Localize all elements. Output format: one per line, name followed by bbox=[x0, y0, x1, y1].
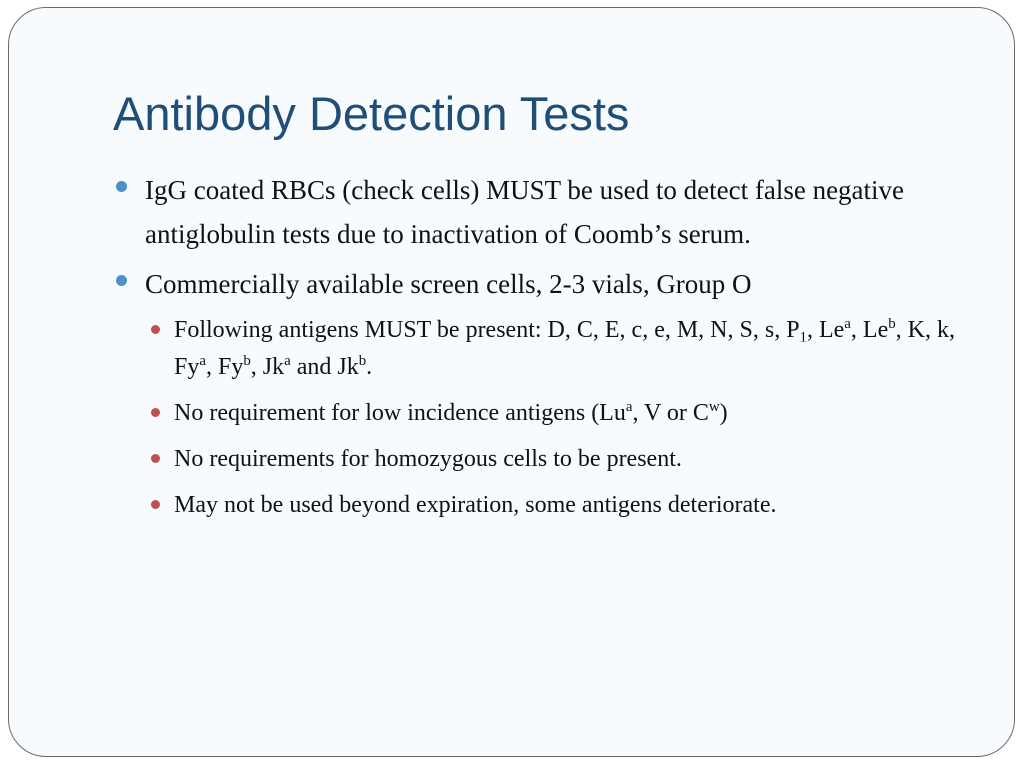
bullet-dot-icon bbox=[116, 275, 127, 286]
text-run: , Le bbox=[806, 317, 845, 343]
bullet-item bbox=[113, 168, 973, 256]
text-run: Following antigens MUST be present: D, C, E, c, e, M, N, S, s, P bbox=[174, 317, 800, 343]
sub-bullet-dot-icon bbox=[151, 325, 160, 334]
sub-bullet-item bbox=[145, 312, 973, 386]
text-run: No requirement for low incidence antigens (Lu bbox=[174, 400, 626, 426]
superscript: a bbox=[199, 353, 206, 370]
superscript: b bbox=[358, 353, 367, 370]
sub-bullet-item bbox=[145, 395, 973, 432]
superscript: a bbox=[284, 353, 291, 370]
slide-title: Antibody Detection Tests bbox=[113, 87, 630, 140]
slide-content bbox=[113, 168, 973, 533]
text-run: ) bbox=[719, 400, 728, 426]
text-run: , V or C bbox=[632, 400, 709, 426]
sub-bullet-text: No requirements for homozygous cells to be present. bbox=[174, 446, 682, 472]
text-run: . bbox=[366, 354, 373, 380]
sub-bullet-item bbox=[145, 487, 973, 524]
text-run: , Fy bbox=[205, 354, 244, 380]
superscript: w bbox=[708, 399, 720, 416]
text-run: , K, k, Fy bbox=[174, 317, 955, 380]
sub-bullet-dot-icon bbox=[151, 408, 160, 417]
subscript: 1 bbox=[799, 329, 807, 346]
bullet-text: Commercially available screen cells, 2-3 vials, Group O bbox=[145, 269, 752, 299]
sub-bullet-text bbox=[174, 400, 728, 426]
text-run: , Jk bbox=[250, 354, 285, 380]
sub-bullet-dot-icon bbox=[151, 500, 160, 509]
bullet-item bbox=[113, 262, 973, 306]
superscript: b bbox=[243, 353, 251, 370]
superscript: a bbox=[844, 316, 851, 333]
superscript: b bbox=[888, 316, 896, 333]
bullet-dot-icon bbox=[116, 181, 127, 192]
bullet-text: IgG coated RBCs (check cells) MUST be used to detect false negative antiglobulin tests due to inactivation of Coomb’s serum. bbox=[145, 175, 905, 249]
text-run: , Le bbox=[850, 317, 889, 343]
sub-bullet-text bbox=[174, 317, 955, 380]
superscript: a bbox=[625, 399, 633, 416]
sub-bullet-item bbox=[145, 441, 973, 478]
text-run: and Jk bbox=[290, 354, 359, 380]
sub-bullet-text: May not be used beyond expiration, some antigens deteriorate. bbox=[174, 492, 777, 518]
sub-bullet-dot-icon bbox=[151, 454, 160, 463]
